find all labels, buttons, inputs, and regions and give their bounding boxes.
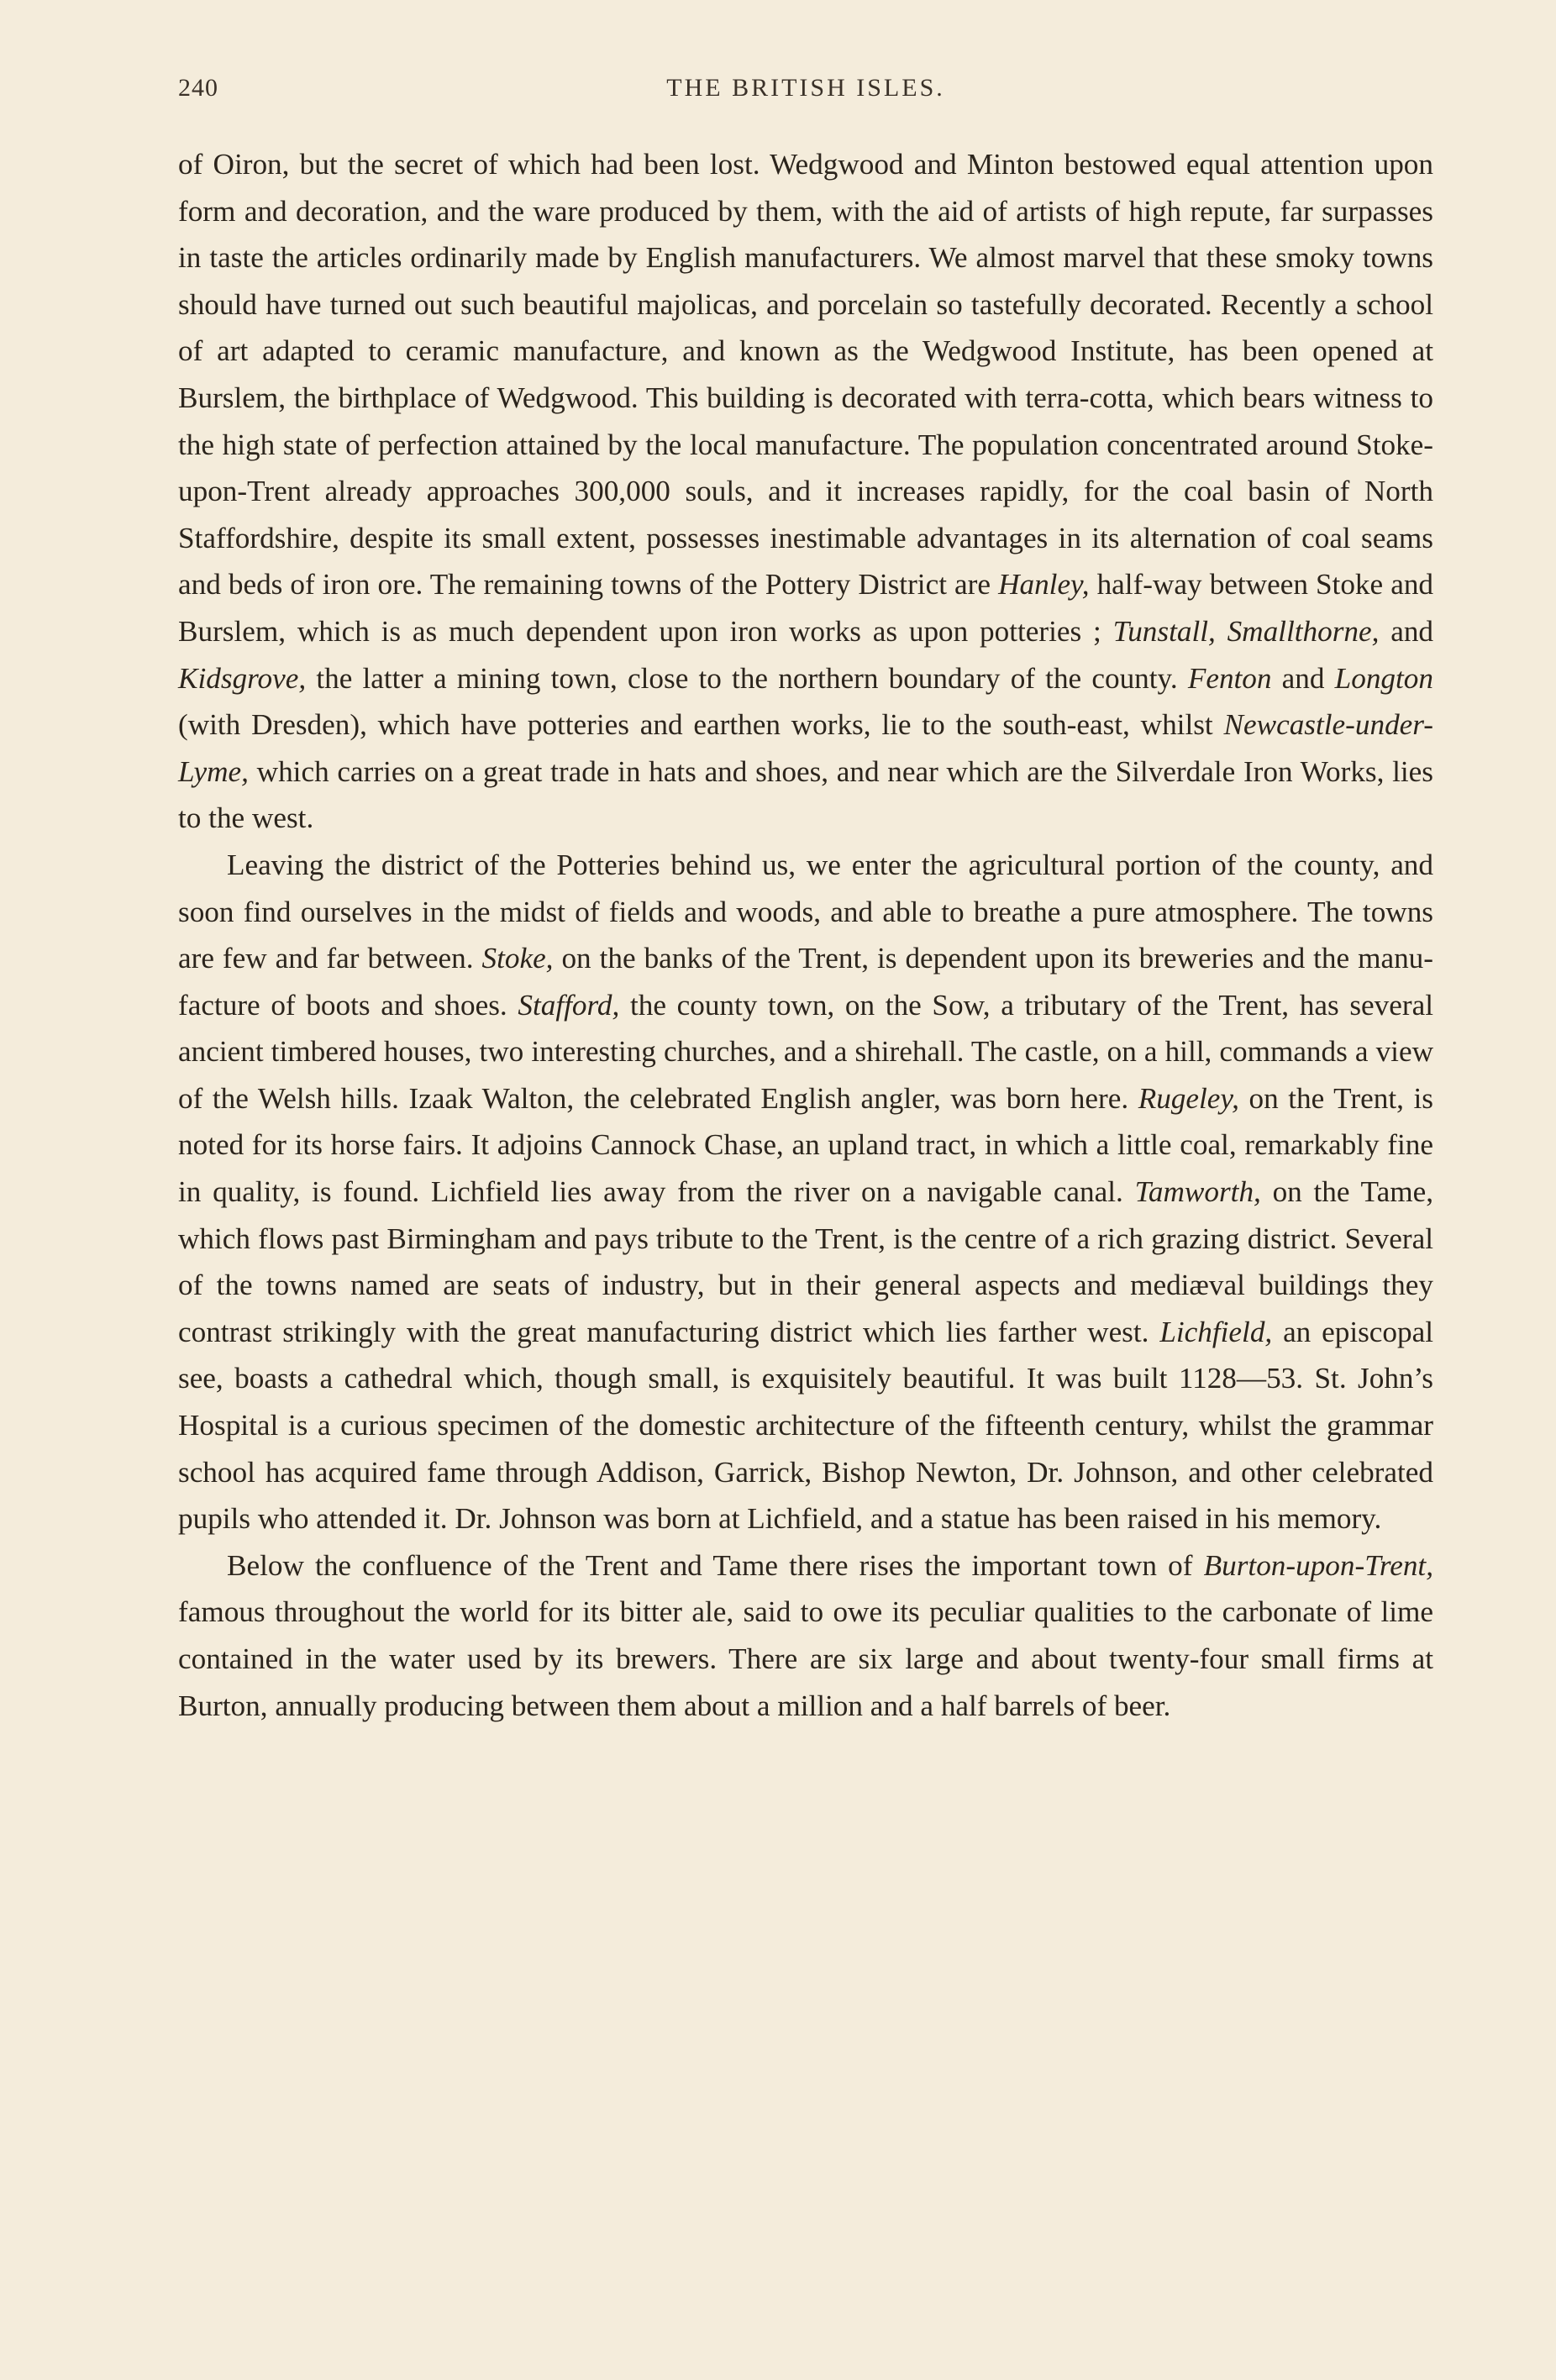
italic-place-name: Kidsgrove, [178, 661, 307, 695]
running-header [178, 74, 1433, 116]
text-run: half-way between Stoke and Burslem, which is as much dependent upon iron works as upon potteries ; [178, 568, 1434, 648]
text-run: and [1379, 614, 1434, 648]
text-run: which carries on a great trade in hats and shoes, and near which are the Silverdale Iron Works, lies to the west. [178, 754, 1433, 835]
running-title: THE BRITISH ISLES. [666, 74, 945, 102]
italic-place-name: Stafford, [518, 988, 620, 1022]
text-run: an episcopal see, boasts a cathedral which, though small, is exquisitely beautiful. It was built 1128—53. St. John’s Hospital is a curious specimen of the domestic architecture of the fifteenth century, whilst the grammar school has acquired fame through Addison, Garrick, Bishop Newton, Dr. Johnson, and other celebrated pupils who attended it. Dr. Johnson was born at Lichfield, and a statue has been raised in his memory. [178, 1315, 1434, 1536]
italic-place-name: Longton [1334, 661, 1433, 695]
italic-place-name: Newcastle-under-Lyme, [178, 708, 1433, 788]
text-run: on the Tame, which flows past Birmingham and pays tribute to the Trent, is the centre of a rich grazing district. Several of the towns named are seats of industry, but in their general aspects and mediæval buildings they contrast strikingly with the great manufacturing district which lies farther west. [178, 1175, 1433, 1348]
italic-place-name: Rugeley, [1138, 1081, 1239, 1115]
text-run: on the banks of the Trent, is dependent upon its breweries and the manufacture of boots and shoes. [178, 942, 1433, 1022]
page-number: 240 [178, 74, 218, 102]
text-run: the latter a mining town, close to the northern boundary of the county. [306, 661, 1188, 695]
body-text [178, 141, 1433, 1729]
italic-place-name: Hanley, [998, 568, 1090, 602]
italic-place-name: Burton-upon-Trent, [1203, 1548, 1433, 1582]
text-run: the county town, on the Sow, a tributary of the Trent, has several ancient timbered houses, two interesting churches, and a shirehall. The castle, on a hill, commands a view of the Welsh hills. Izaak Walton, the celebrated English angler, was born here. [178, 988, 1433, 1115]
italic-place-name: Lichfield, [1159, 1315, 1273, 1348]
italic-place-name: Fenton [1187, 661, 1272, 695]
italic-place-name: Tunstall, Smallthorne, [1112, 614, 1380, 648]
italic-place-name: Stoke, [481, 942, 554, 975]
text-run: on the Trent, is noted for its horse fairs. It adjoins Cannock Chase, an upland tract, in which a little coal, remarkably fine in quality, is found. Lichfield lies away from the river on a navigable canal. [178, 1081, 1433, 1209]
paragraph [178, 141, 1433, 842]
text-run: famous throughout the world for its bitter ale, said to owe its peculiar qualities to the carbonate of lime contained in the water used by its brewers. There are six large and about twenty-four small firms at Burton, annually producing between them about a million and a half barrels of beer. [178, 1595, 1433, 1722]
paragraph [178, 842, 1433, 1542]
text-run: (with Dresden), which have potteries and earthen works, lie to the south-east, whilst [178, 708, 1224, 742]
text-run: Leaving the district of the Potteries behind us, we enter the agricultural portion of the county, and soon find ourselves in the midst of fields and woods, and able to breathe a pure atmosphere. The towns are few and far between. [178, 848, 1433, 975]
text-run: of Oiron, but the secret of which had been lost. Wedgwood and Minton bestowed equal attention upon form and decoration, and the ware produced by them, with the aid of artists of high repute, far surpasses in taste the articles ordinarily made by English manufacturers. We almost marvel that these smoky towns should have turned out such beautiful majolicas, and porcelain so tastefully decorated. Recently a school of art adapted to ceramic manufacture, and known as the Wedgwood Institute, has been opened at Burslem, the birthplace of Wedgwood. This building is decorated with terra-cotta, which bears witness to the high state of perfection attained by the local manufacture. The population concentrated around Stoke-upon-Trent already approaches 300,000 souls, and it increases rapidly, for the coal basin of North Staffordshire, despite its small extent, possesses inestimable advantages in its alternation of coal seams and beds of iron ore. The remaining towns of the Pottery District are [178, 148, 1433, 602]
text-run: and [1271, 661, 1335, 695]
paragraph [178, 1542, 1433, 1729]
text-run: Below the confluence of the Trent and Tame there rises the important town of [227, 1548, 1204, 1582]
italic-place-name: Tamworth, [1134, 1175, 1261, 1209]
